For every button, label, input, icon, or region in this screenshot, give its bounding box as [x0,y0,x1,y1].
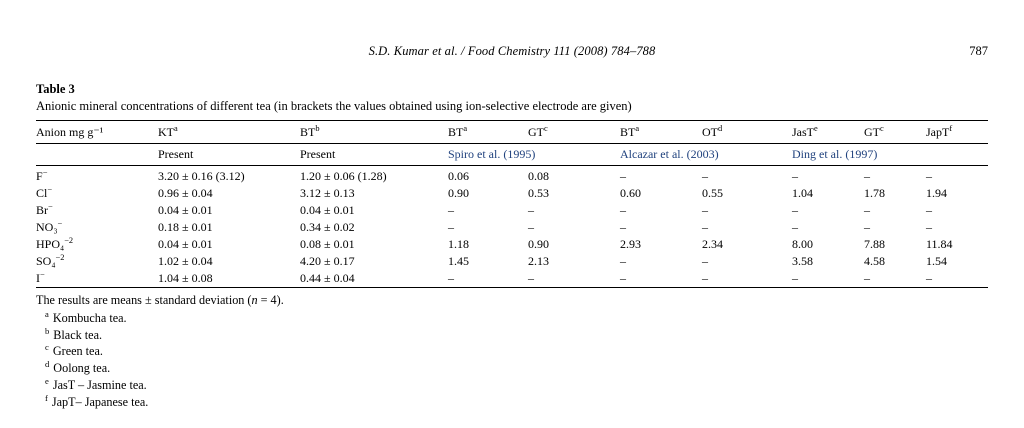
column-header-gt-spiro: $GT^c$ [528,120,620,143]
cell-value: – [792,165,864,185]
table-row [36,219,988,236]
table-row [36,253,988,270]
cell-value: – [528,202,534,217]
cell-value: – [864,165,926,185]
cell-value: – [864,270,870,285]
note-statistics: The results are means ± standard deviation (n = 4). [36,293,284,307]
column-header-gt-ding: $GT^c$ [864,120,926,143]
row-label-anion: F− [36,165,158,185]
table-3-container [36,82,988,292]
footnote-marker: d [718,123,723,133]
row-label-anion: I− [36,269,45,285]
table-row [36,185,988,202]
cell-value: 0.90 [448,185,469,200]
cell-value: 3.12 ± 0.13 [300,185,355,200]
cell-value: 1.02 ± 0.04 [158,253,213,268]
footnote-marker: e [814,123,818,133]
cell-value: 0.18 ± 0.01 [158,219,213,234]
footnote-b: $^b$ Black tea. [45,325,103,342]
cell-value: – [702,253,708,268]
footnote-marker-f: f [45,392,48,403]
cell-value: 0.08 [528,165,620,185]
cell-value: – [702,270,708,285]
table-row [36,202,988,219]
column-header-ot-alcazar: $OT^d$ [702,120,792,143]
cell-value: – [792,202,798,217]
cell-value: – [926,270,932,285]
cell-value: 7.88 [864,236,885,251]
cell-value: – [792,270,798,285]
column-header-bt-present: $BT^b$ [300,120,448,143]
table-row [36,165,988,185]
cell-value: – [620,219,626,234]
cell-value: 0.53 [528,185,549,200]
cell-value: – [926,219,932,234]
cell-value: 1.78 [864,185,885,200]
cell-value: 2.13 [528,253,549,268]
footnote-marker-a: a [45,308,49,319]
table-body [36,165,988,292]
cell-value: – [448,270,454,285]
table-bottom-rule-row [36,287,988,292]
footnote-marker: a [174,123,178,133]
table-caption: Anionic mineral concentrations of different tea (in brackets the values obtained using ion-selective electrode are given) [36,99,632,113]
cell-value: – [620,202,626,217]
table-row [36,236,988,253]
cell-value: 1.94 [926,185,947,200]
cell-value: 0.96 ± 0.04 [158,185,213,200]
table-header-row-sources [36,143,988,165]
cell-value: 0.04 ± 0.01 [158,236,213,251]
cell-value: – [864,202,870,217]
source-header-ding-1997[interactable]: Ding et al. (1997) [792,143,988,165]
cell-value: 0.34 ± 0.02 [300,219,355,234]
cell-value: – [620,270,626,285]
cell-value: 1.18 [448,236,469,251]
cell-value: 1.04 ± 0.08 [158,270,213,285]
source-header-spiro-1995[interactable]: Spiro et al. (1995) [448,143,620,165]
source-header-alcazar-2003[interactable]: Alcazar et al. (2003) [620,143,792,165]
cell-value: – [926,202,932,217]
cell-value: 1.20 ± 0.06 (1.28) [300,165,448,185]
cell-value: 1.04 [792,185,813,200]
page-number: 787 [969,44,988,58]
row-label-anion: Cl− [36,184,53,200]
row-label-anion: HPO₄$^{-2}$ [36,235,74,251]
cell-value: 3.20 ± 0.16 (3.12) [158,165,300,185]
cell-value: 8.00 [792,236,813,251]
anionic-mineral-table [36,120,988,292]
source-header-kt-present: Present [158,143,300,165]
footnote-marker: c [544,123,548,133]
cell-value: – [702,202,708,217]
footnote-d: $^d$ Oolong tea. [45,359,111,376]
cell-value: 2.93 [620,236,641,251]
table-label: Table 3 [36,82,75,96]
cell-value: 1.45 [448,253,469,268]
cell-value: 0.04 ± 0.01 [300,202,355,217]
cell-value: – [620,165,702,185]
footnote-a: $^a$ Kombucha tea. [45,308,127,325]
footnote-marker: b [315,123,320,133]
table-bottom-rule [36,287,988,292]
cell-value: – [702,165,792,185]
cell-value: – [528,219,534,234]
footnote-marker-b: b [45,325,50,336]
cell-value: – [448,202,454,217]
column-header-kt: $KT^a$ [158,120,300,143]
running-head: S.D. Kumar et al. / Food Chemistry 111 (2008) 784–788 [368,44,656,58]
footnote-f: $^f$ JapT– Japanese tea. [45,392,149,409]
cell-value: – [448,219,454,234]
cell-value: – [702,219,708,234]
footnote-marker: f [949,123,953,133]
footnote-marker: a [635,123,640,133]
table-head [36,120,988,165]
source-header-blank [36,143,158,165]
cell-value: – [528,270,534,285]
cell-value: 0.08 ± 0.01 [300,236,355,251]
cell-value: 1.54 [926,253,947,268]
source-header-bt-present: Present [300,143,448,165]
cell-value: – [864,219,870,234]
cell-value: 0.06 [448,165,528,185]
row-label-anion: Br− [36,201,53,217]
column-header-bt-spiro: $BT^a$ [448,120,528,143]
row-label-anion: SO₄$^{-2}$ [36,252,65,268]
footnote-marker-e: e [45,376,49,387]
table-header-row-samples [36,120,988,143]
cell-value: 0.04 ± 0.01 [158,202,213,217]
cell-value: 0.60 [620,185,641,200]
footnote-c: $^c$ Green tea. [45,342,103,359]
footnote-e: $^e$ JasT – Jasmine tea. [45,376,147,393]
column-header-anion: Anion mg g⁻¹ [36,120,158,143]
column-header-jast-ding: JasT$^e$ [792,120,864,143]
cell-value: – [792,219,798,234]
cell-value: 4.20 ± 0.17 [300,253,355,268]
footnote-marker-c: c [45,342,49,353]
cell-value: 2.34 [702,236,723,251]
cell-value: 3.58 [792,253,813,268]
cell-value: 0.55 [702,185,723,200]
column-header-japt-ding: JapT$^f$ [926,120,988,143]
table-row [36,270,988,288]
cell-value: 11.84 [926,236,953,251]
cell-value: 4.58 [864,253,885,268]
row-label-anion: NO₃− [36,218,63,234]
cell-value: – [926,165,988,185]
column-header-bt-alcazar: $BT^a$ [620,120,702,143]
table-notes [36,292,736,411]
footnote-marker-d: d [45,359,50,370]
cell-value: – [620,253,626,268]
cell-value: 0.90 [528,236,549,251]
footnote-marker: a [463,123,468,133]
footnote-marker: c [880,123,884,133]
cell-value: 0.44 ± 0.04 [300,270,355,285]
